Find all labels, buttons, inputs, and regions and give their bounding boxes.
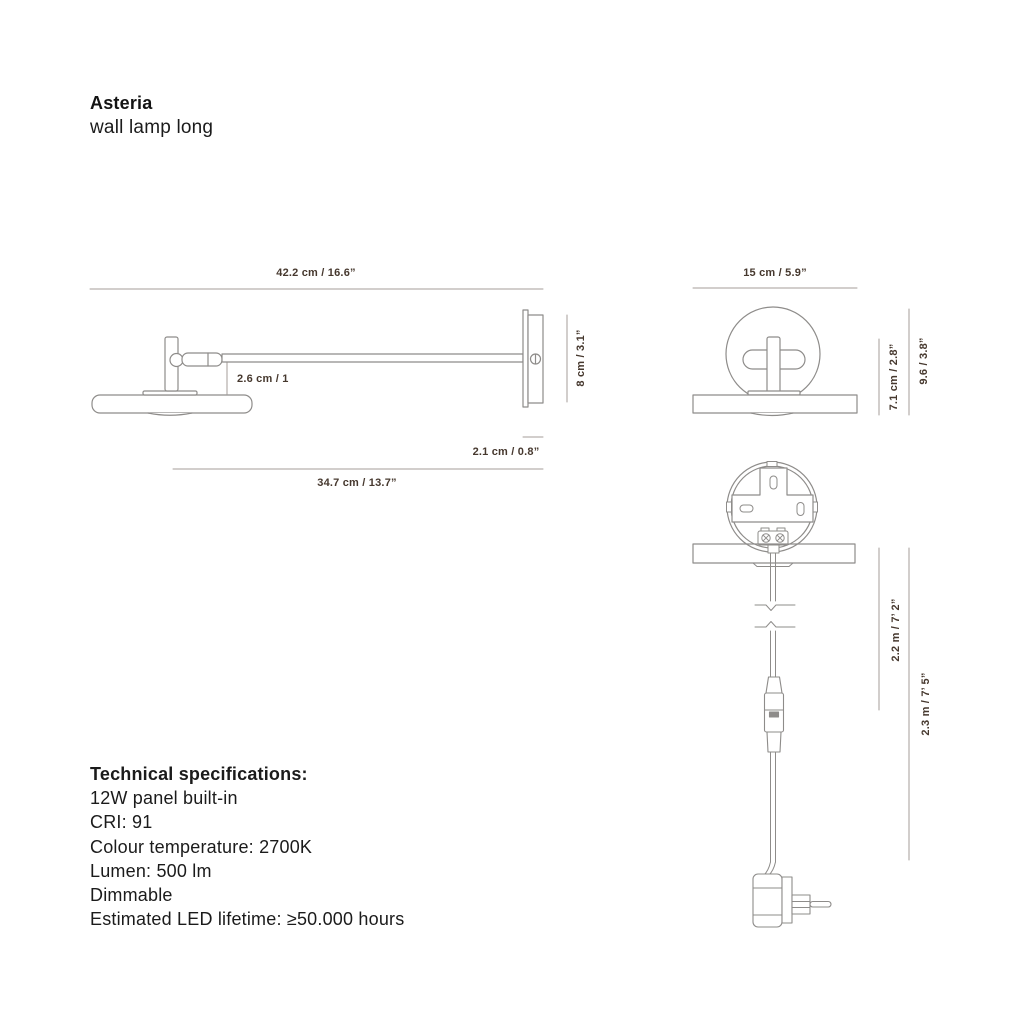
back-view-drawing: [693, 462, 909, 928]
product-name: Asteria: [90, 93, 153, 113]
side-view-drawing: [90, 289, 567, 469]
side-lamp-head: [92, 391, 252, 415]
spec-line-lumen: Lumen: 500 lm: [90, 860, 212, 881]
spec-line-cri: CRI: 91: [90, 812, 153, 833]
dim-front-mount-height: 7.1 cm / 2.8”: [888, 343, 900, 411]
spec-line-colour-temperature: Colour temperature: 2700K: [90, 836, 313, 857]
dim-front-total-height: 9.6 / 3.8”: [918, 337, 930, 385]
dim-side-total-length: 42.2 cm / 16.6”: [276, 267, 356, 279]
side-wall-plate: [523, 310, 543, 407]
dim-side-arm-gap: 2.6 cm / 1: [237, 373, 289, 385]
spec-line-dimmable: Dimmable: [90, 885, 173, 906]
dim-front-head-width: 15 cm / 5.9”: [743, 267, 807, 279]
side-view-dimension-lines: [90, 289, 567, 469]
dimmer-switch: [765, 677, 784, 752]
side-arm: [222, 354, 523, 362]
technical-specifications: [90, 762, 404, 931]
spec-line-led-lifetime: Estimated LED lifetime: ≥50.000 hours: [90, 909, 405, 930]
front-view-drawing: [693, 288, 909, 416]
dim-back-cord-to-dimmer: 2.2 m / 7’ 2”: [890, 598, 902, 662]
front-lamp-head-bar: [693, 395, 857, 416]
dim-side-wall-plate-height: 8 cm / 3.1”: [575, 329, 587, 387]
power-plug: [753, 874, 831, 927]
dim-side-wall-plate-depth: 2.1 cm / 0.8”: [472, 446, 540, 458]
side-stem-joint: [165, 337, 222, 391]
dim-side-arm-length: 34.7 cm / 13.7”: [317, 477, 397, 489]
dim-back-cord-total: 2.3 m / 7’ 5”: [920, 672, 932, 736]
spec-line-wattage: 12W panel built-in: [90, 788, 238, 809]
product-subtitle: wall lamp long: [90, 117, 214, 138]
specs-heading: Technical specifications:: [90, 764, 308, 784]
